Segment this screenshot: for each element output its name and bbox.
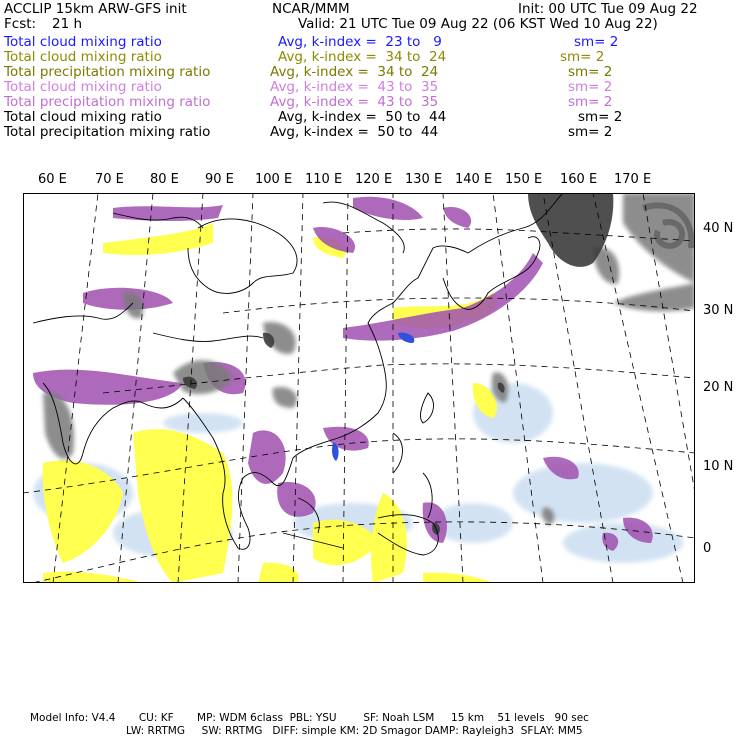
longitude-label: 80 E [150,172,179,187]
legend-kindex: Avg, k-index = 50 to 44 [278,109,447,125]
longitude-label: 130 E [405,172,443,187]
model-title: ACCLIP 15km ARW-GFS init [4,1,187,17]
legend-kindex: Avg, k-index = 34 to 24 [270,64,439,80]
legend-field: Total precipitation mixing ratio [4,94,211,110]
longitude-label: 90 E [205,172,234,187]
longitude-label: 120 E [355,172,393,187]
longitude-label: 140 E [455,172,493,187]
legend-field: Total cloud mixing ratio [4,34,162,50]
legend-smoothing: sm= 2 [568,94,613,110]
legend-field: Total cloud mixing ratio [4,109,162,125]
legend-smoothing: sm= 2 [560,49,605,65]
legend-field: Total cloud mixing ratio [4,49,162,65]
model-info-line1: Model Info: V4.4 CU: KF MP: WDM 6class PBL: YSU SF: Noah LSM 15 km 51 levels 90 sec [30,712,589,724]
valid-time: Valid: 21 UTC Tue 09 Aug 22 (06 KST Wed 10 Aug 22) [298,16,658,32]
longitude-label: 150 E [505,172,543,187]
longitude-label: 60 E [38,172,67,187]
latitude-label: 0 [703,541,712,556]
init-time: Init: 00 UTC Tue 09 Aug 22 [518,1,698,17]
legend-smoothing: sm= 2 [568,124,613,140]
map-panel [23,193,695,583]
latitude-label: 30 N [703,303,734,318]
latitude-label: 20 N [703,380,734,395]
latitude-label: 40 N [703,221,734,236]
forecast-hour: 21 h [52,16,83,32]
legend-kindex: Avg, k-index = 34 to 24 [278,49,447,65]
longitude-label: 160 E [560,172,598,187]
legend-smoothing: sm= 2 [574,34,619,50]
legend-kindex: Avg, k-index = 43 to 35 [270,94,439,110]
longitude-label: 110 E [305,172,343,187]
model-info-line2: LW: RRTMG SW: RRTMG DIFF: simple KM: 2D Smagor DAMP: Rayleigh3 SFLAY: MM5 [126,725,583,737]
legend-smoothing: sm= 2 [578,109,623,125]
legend-field: Total cloud mixing ratio [4,79,162,95]
legend-kindex: Avg, k-index = 23 to 9 [278,34,442,50]
legend-smoothing: sm= 2 [568,79,613,95]
longitude-label: 70 E [95,172,124,187]
legend-field: Total precipitation mixing ratio [4,64,211,80]
legend-field: Total precipitation mixing ratio [4,124,211,140]
forecast-label: Fcst: [4,16,37,32]
longitude-label: 100 E [255,172,293,187]
latitude-label: 10 N [703,459,734,474]
legend-smoothing: sm= 2 [568,64,613,80]
legend-kindex: Avg, k-index = 43 to 35 [270,79,439,95]
legend-kindex: Avg, k-index = 50 to 44 [270,124,439,140]
org-label: NCAR/MMM [272,1,350,17]
longitude-label: 170 E [614,172,652,187]
